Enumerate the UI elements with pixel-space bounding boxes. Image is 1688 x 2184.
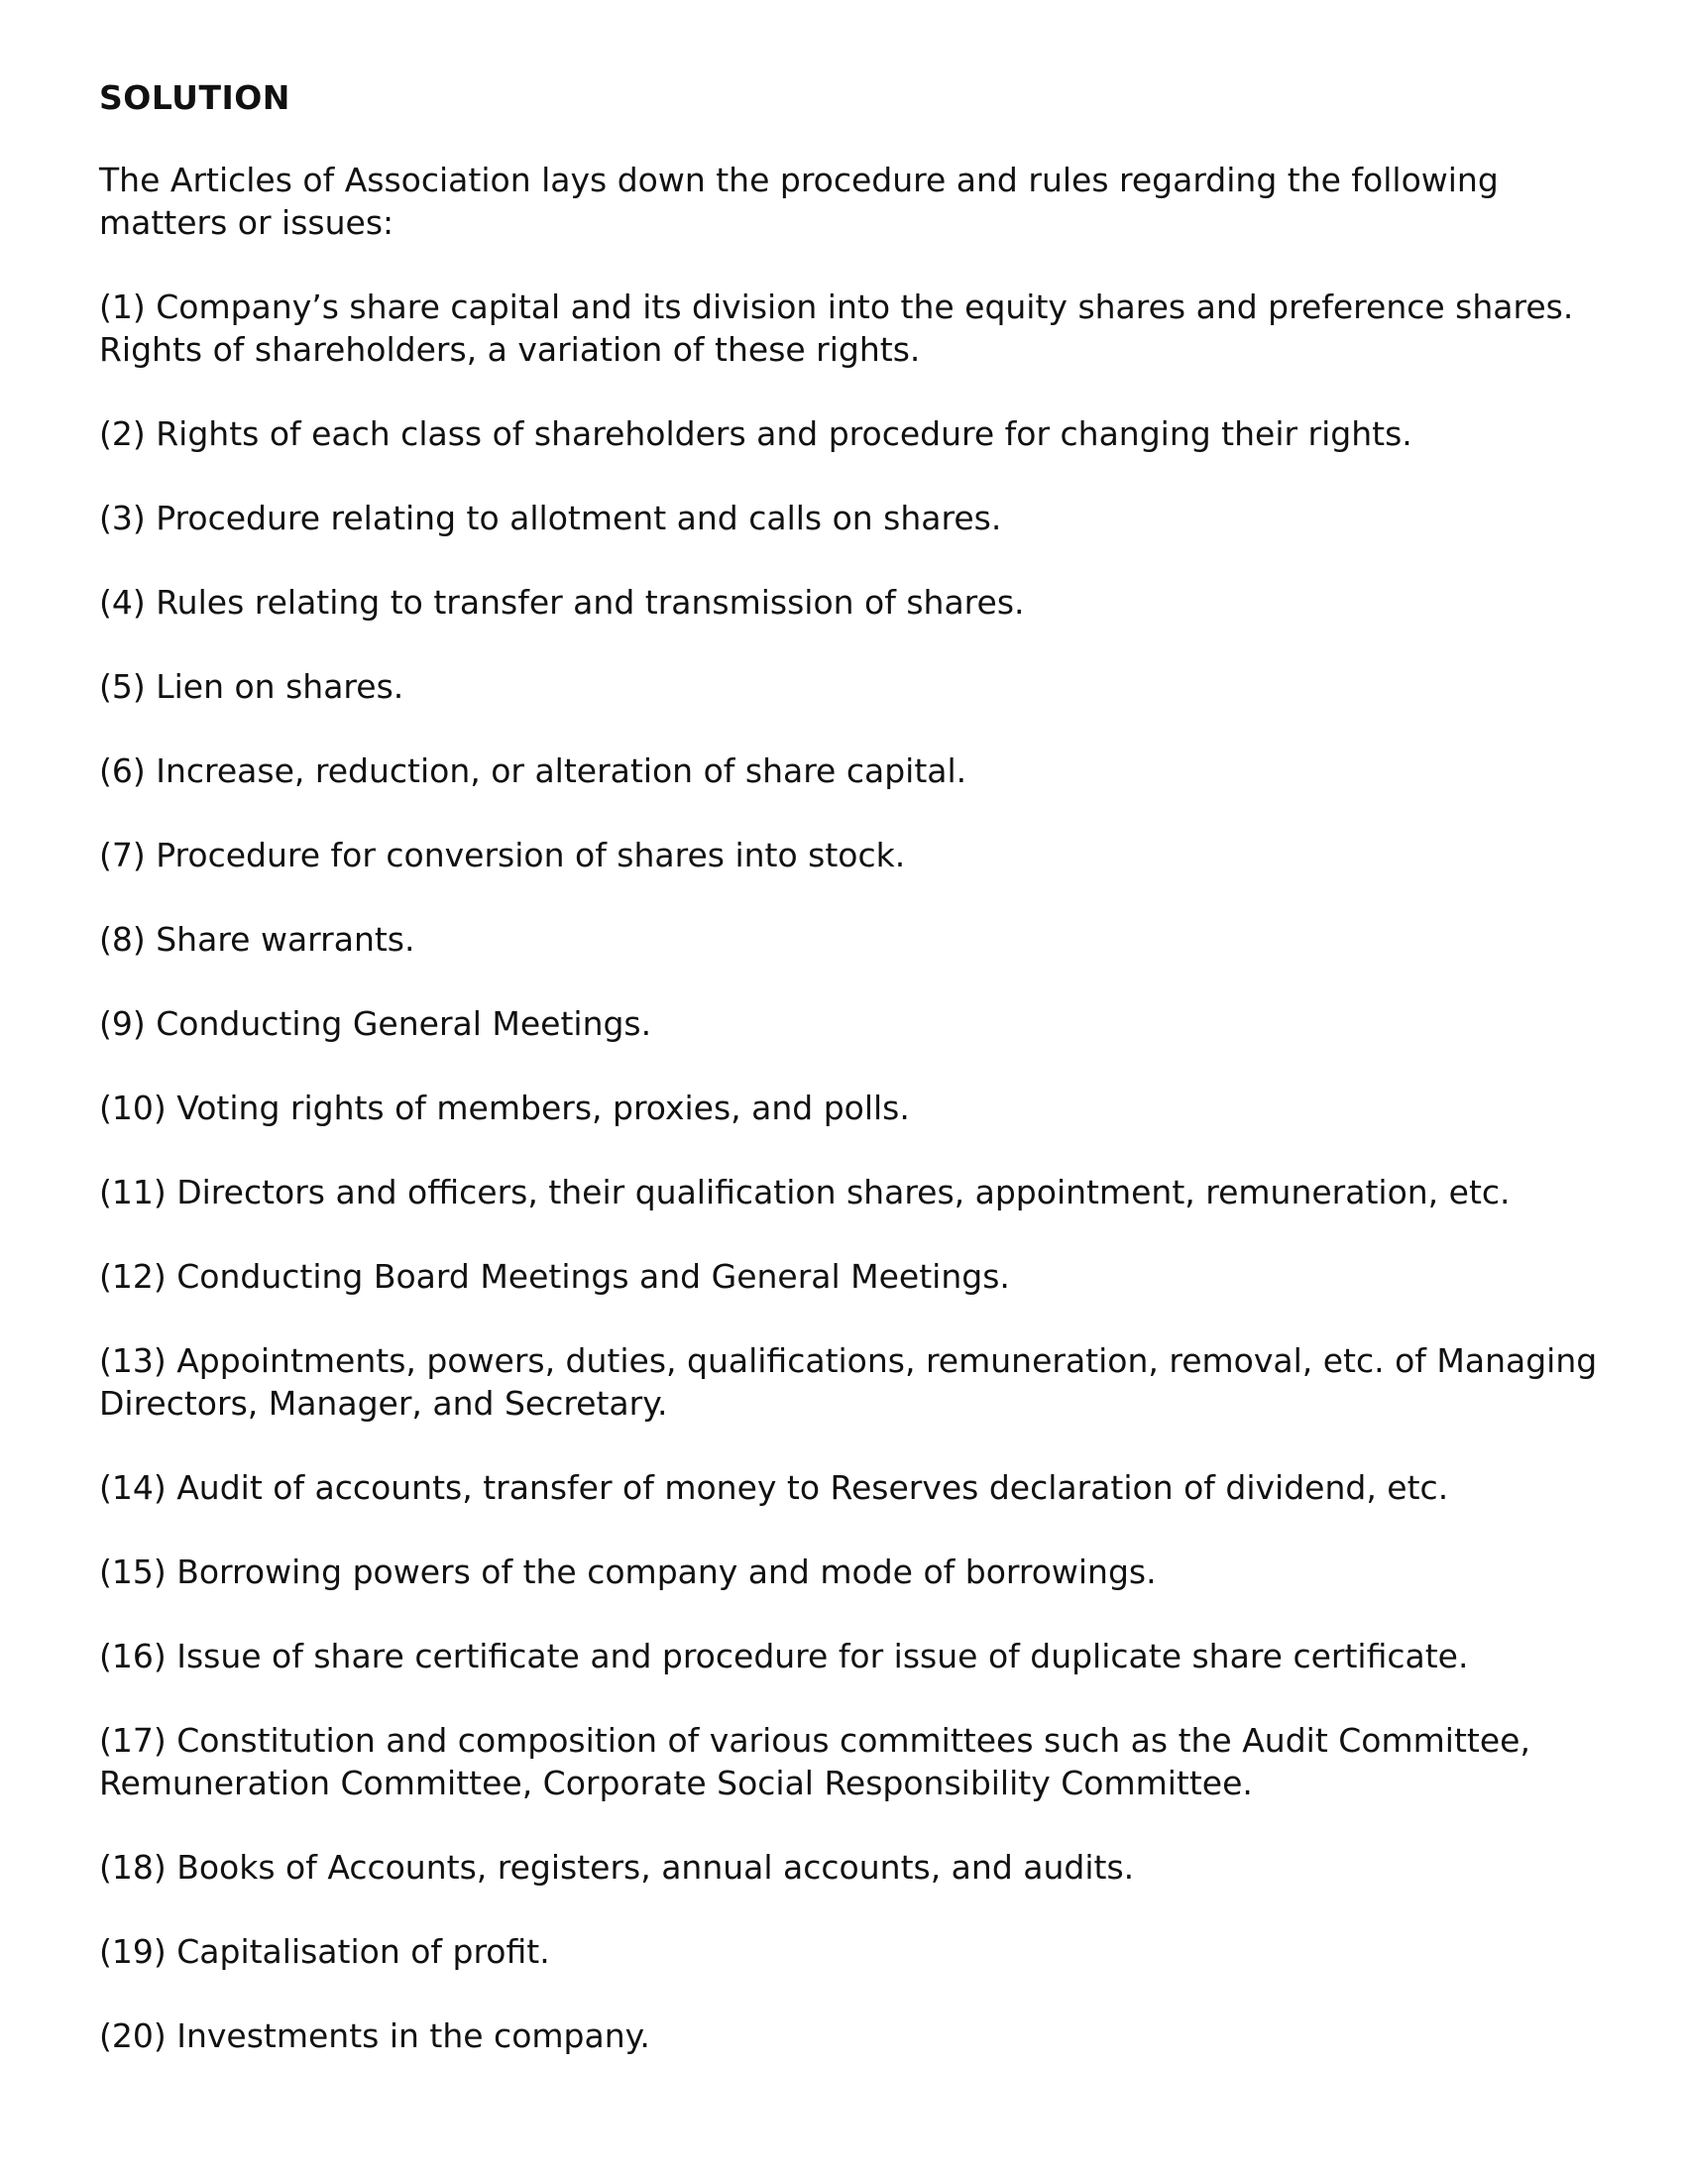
list-item: (5) Lien on shares. xyxy=(99,667,404,706)
list-item: (16) Issue of share certificate and procedure for issue of duplicate share certificate. xyxy=(99,1637,1469,1675)
list-item: (14) Audit of accounts, transfer of money to Reserves declaration of dividend, etc. xyxy=(99,1468,1449,1507)
list-item: (12) Conducting Board Meetings and General Meetings. xyxy=(99,1257,1010,1296)
intro-paragraph: The Articles of Association lays down the procedure and rules regarding the following matters or issues: xyxy=(99,161,1499,242)
document-page xyxy=(99,77,1606,2099)
list-item: (11) Directors and officers, their qualification shares, appointment, remuneration, etc. xyxy=(99,1173,1511,1211)
list-item: (4) Rules relating to transfer and transmission of shares. xyxy=(99,583,1025,622)
list-item: (10) Voting rights of members, proxies, and polls. xyxy=(99,1089,910,1127)
list-item: (15) Borrowing powers of the company and mode of borrowings. xyxy=(99,1552,1157,1591)
section-heading: SOLUTION xyxy=(99,78,290,117)
list-item: (18) Books of Accounts, registers, annual accounts, and audits. xyxy=(99,1848,1135,1887)
list-item: (20) Investments in the company. xyxy=(99,2016,650,2055)
list-item: (3) Procedure relating to allotment and calls on shares. xyxy=(99,499,1002,537)
list-item: (6) Increase, reduction, or alteration of share capital. xyxy=(99,751,967,790)
list-item: (17) Constitution and composition of various committees such as the Audit Committee, Remuneration Committee, Corporate Social Responsibility Committee. xyxy=(99,1721,1530,1802)
list-item: (9) Conducting General Meetings. xyxy=(99,1004,652,1043)
list-item: (1) Company’s share capital and its division into the equity shares and preference shares. Rights of shareholders, a variation of these rights. xyxy=(99,287,1574,369)
list-item: (2) Rights of each class of shareholders and procedure for changing their rights. xyxy=(99,414,1412,453)
articles-list xyxy=(99,286,1606,2057)
list-item: (19) Capitalisation of profit. xyxy=(99,1932,550,1971)
list-item: (7) Procedure for conversion of shares into stock. xyxy=(99,836,906,874)
list-item: (13) Appointments, powers, duties, qualifications, remuneration, removal, etc. of Managing Directors, Manager, and Secretary. xyxy=(99,1341,1598,1423)
list-item: (8) Share warrants. xyxy=(99,920,415,959)
